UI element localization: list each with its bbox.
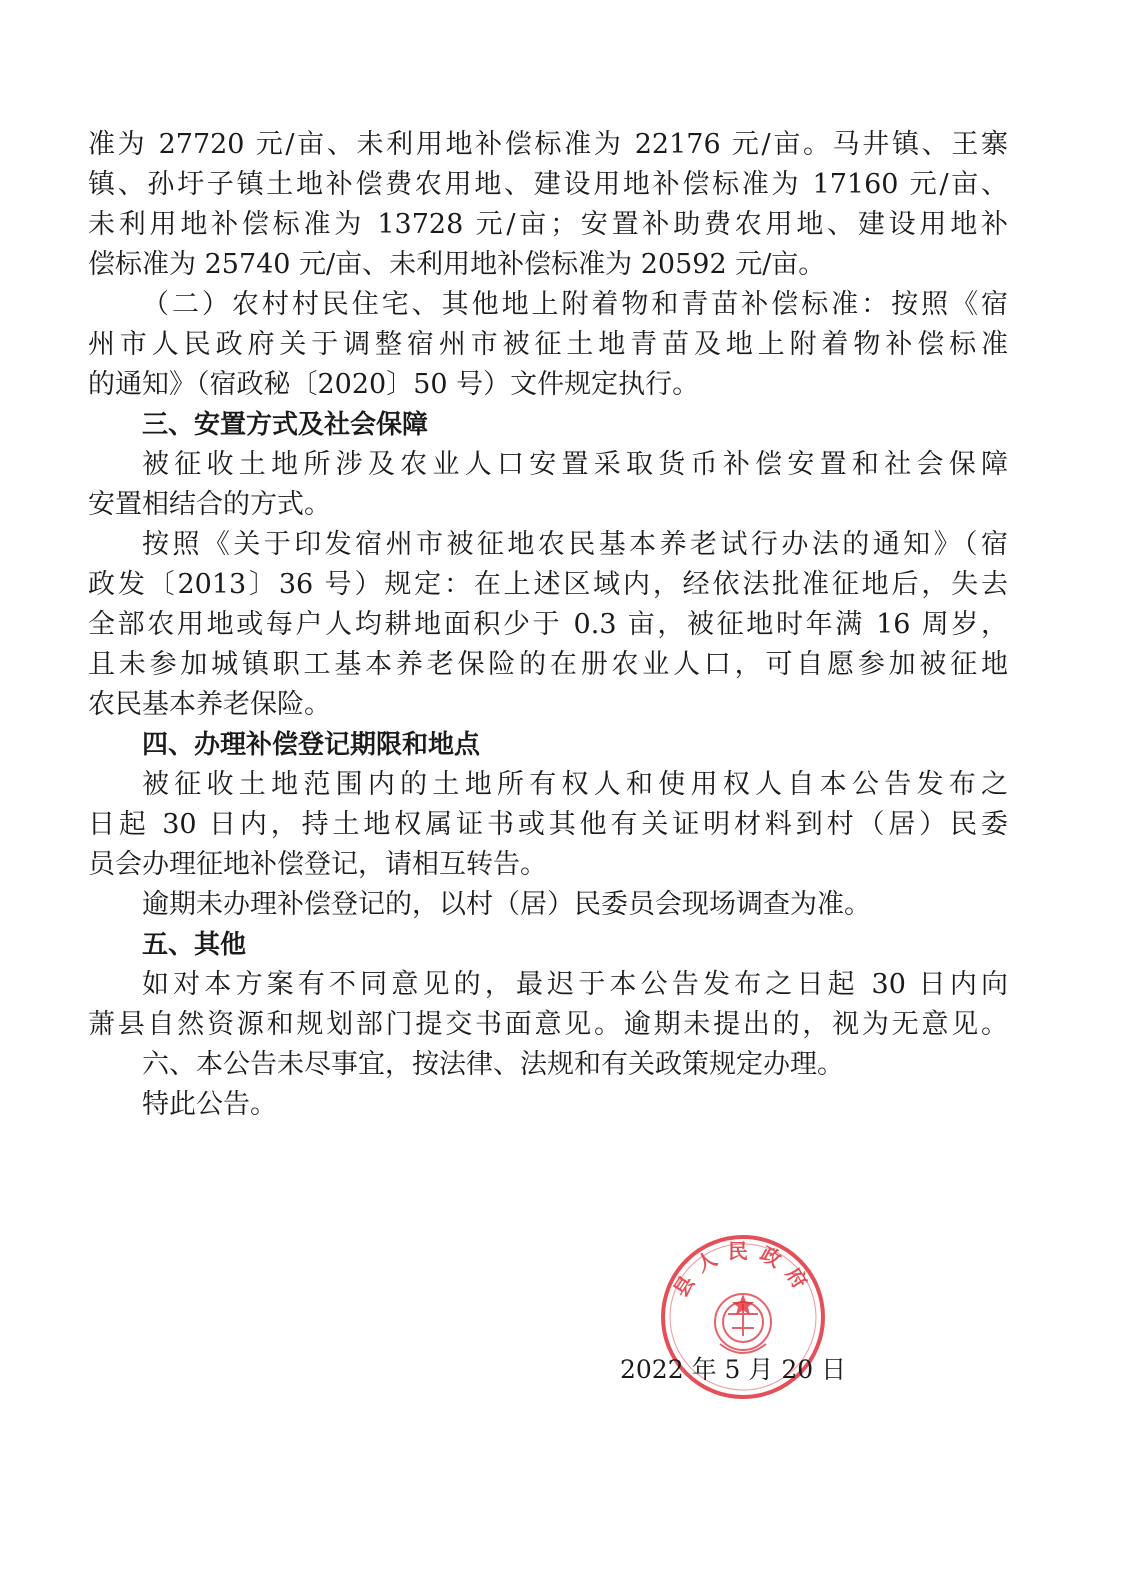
text-line: 被征收土地范围内的土地所有权人和使用权人自本公告发布之: [142, 769, 1008, 800]
text-line: 的通知》（宿政秘〔2020〕50 号）文件规定执行。: [88, 369, 700, 400]
text-line: 镇、孙圩子镇土地补偿费农用地、建设用地补偿标准为 17160 元/亩、: [88, 169, 1008, 200]
text-line: 准为 27720 元/亩、未利用地补偿标准为 22176 元/亩。马井镇、王寨: [88, 129, 1008, 160]
text-line: 萧县自然资源和规划部门提交书面意见。逾期未提出的，视为无意见。: [88, 1009, 1008, 1040]
issue-date: 2022 年 5 月 20 日: [620, 1355, 847, 1384]
text-line: 员会办理征地补偿登记，请相互转告。: [88, 849, 547, 880]
text-line: 日起 30 日内，持土地权属证书或其他有关证明材料到村（居）民委: [88, 809, 1008, 840]
text-line: 偿标准为 25740 元/亩、未利用地补偿标准为 20592 元/亩。: [88, 249, 826, 280]
text-line: 被征收土地所涉及农业人口安置采取货币补偿安置和社会保障: [142, 449, 1008, 480]
text-line: 农民基本养老保险。: [88, 689, 331, 720]
text-line: 政发〔2013〕36 号）规定：在上述区域内，经依法批准征地后，失去: [88, 569, 1008, 600]
text-line: 州市人民政府关于调整宿州市被征土地青苗及地上附着物补偿标准: [88, 329, 1008, 360]
section-heading-4: 四、办理补偿登记期限和地点: [142, 730, 481, 760]
text-line: 未利用地补偿标准为 13728 元/亩；安置补助费农用地、建设用地补: [88, 209, 1008, 240]
text-line: 六、本公告未尽事宜，按法律、法规和有关政策规定办理。: [142, 1049, 844, 1080]
section-heading-5: 五、其他: [142, 930, 247, 960]
svg-text:县人民政府: 县人民政府: [668, 1239, 818, 1302]
text-line: 按照《关于印发宿州市被征地农民基本养老试行办法的通知》（宿: [142, 529, 1008, 560]
text-line: 特此公告。: [142, 1089, 277, 1120]
text-line: 逾期未办理补偿登记的，以村（居）民委员会现场调查为准。: [142, 889, 871, 920]
text-line: 如对本方案有不同意见的，最迟于本公告发布之日起 30 日内向: [142, 969, 1008, 1000]
text-line: （二）农村村民住宅、其他地上附着物和青苗补偿标准：按照《宿: [142, 289, 1008, 320]
text-line: 安置相结合的方式。: [88, 489, 331, 520]
text-line: 全部农用地或每户人均耕地面积少于 0.3 亩，被征地时年满 16 周岁，: [88, 609, 1008, 640]
section-heading-3: 三、安置方式及社会保障: [142, 410, 429, 440]
notice-body: [88, 125, 1008, 1125]
text-line: 且未参加城镇职工基本养老保险的在册农业人口，可自愿参加被征地: [88, 649, 1008, 680]
